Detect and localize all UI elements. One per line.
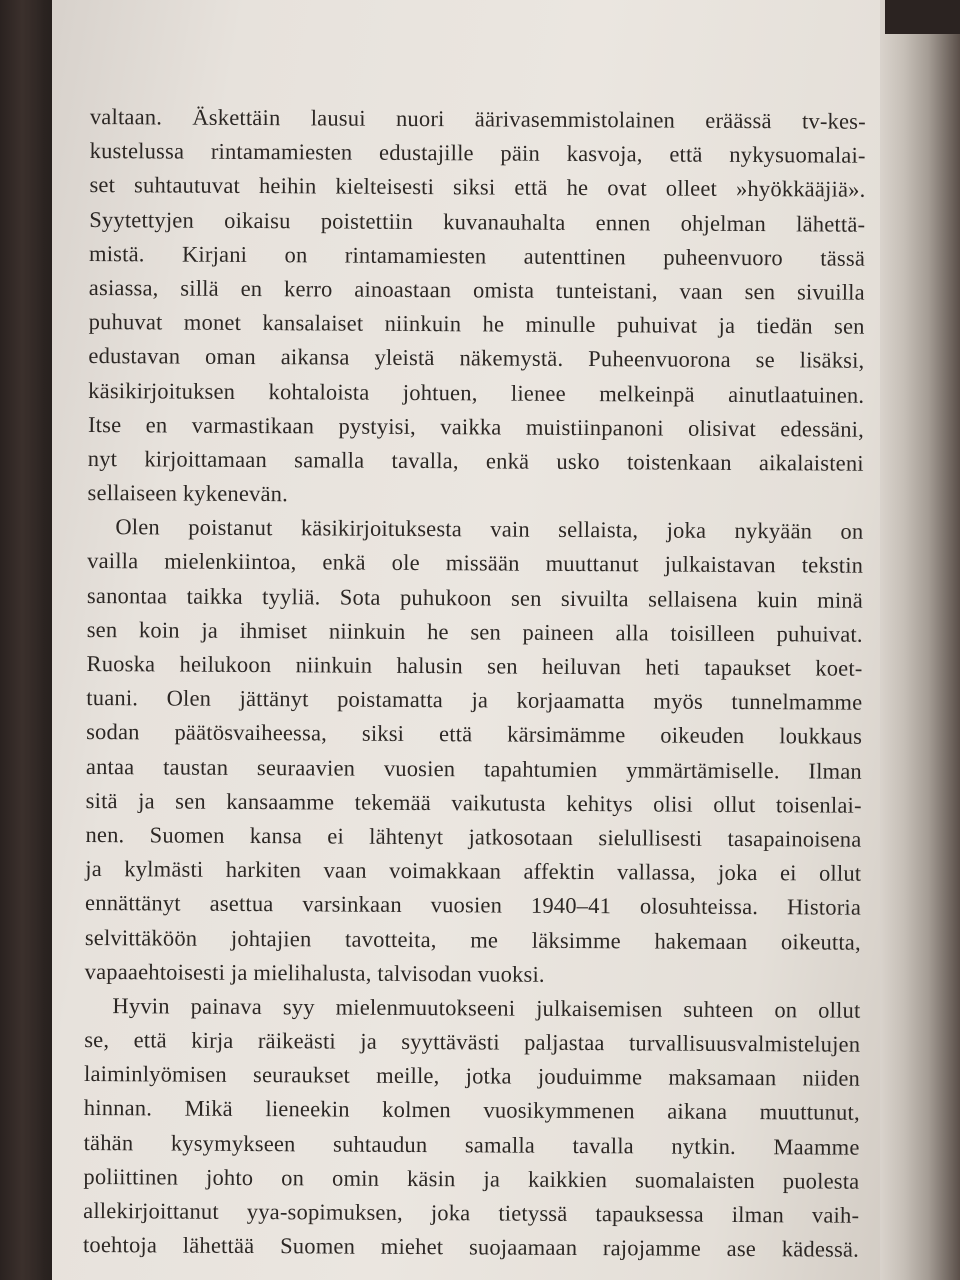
text-line: poliittinen johto on omin käsin ja kaikkien suomalaisten puolesta (83, 1163, 860, 1194)
text-line: laiminlyömisen seuraukset meille, jotka jouduimme maksamaan niiden (83, 1061, 861, 1091)
text-line: tähän kysymykseen suhtaudun samalla tavalla nytkin. Maamme (83, 1129, 860, 1160)
page-stack-edge (880, 0, 960, 1280)
text-line: ja kylmästi harkiten vaan voimakkaan affektin vallassa, joka ei ollut (85, 856, 862, 886)
text-line: sellaiseen kykenevän. (87, 480, 289, 507)
text-line: puhuvat monet kansalaiset niinkuin he minulle puhuivat ja tiedän sen (88, 309, 865, 339)
text-line: vailla mielenkiintoa, enkä ole missään muuttanut julkaistavan tekstin (87, 548, 864, 579)
text-line: Ruoska heilukoon niinkuin halusin sen heiluvan heti tapaukset koet- (86, 650, 863, 681)
text-line: asiassa, sillä en kerro ainoastaan omista tunteistani, vaan sen sivuilla (88, 274, 865, 305)
text-line: allekirjoittanut yya-sopimuksen, joka tietyssä tapauksessa ilman vaih- (83, 1197, 860, 1228)
text-line: kustelussa rintamamiesten edustajille päin kasvoja, että nykysuomalai- (89, 138, 866, 168)
text-line: Olen poistanut käsikirjoituksesta vain sellaista, joka nykyään on (115, 514, 864, 544)
text-line: Hyvin painava syy mielenmuutokseeni julkaisemisen suhteen on ollut (112, 993, 861, 1023)
text-line: hinnan. Mikä lieneekin kolmen vuosikymmenen aikana muuttunut, (83, 1095, 860, 1126)
text-line: selvittäköön johtajien tavotteita, me läksimme hakemaan oikeutta, (84, 924, 861, 955)
text-line: se, että kirja räikeästi ja syyttävästi paljastaa turvallisuusvalmistelujen (84, 1027, 861, 1057)
paragraph-2 (85, 510, 864, 993)
text-line: set suhtautuvat heihin kielteisesti siksi että he ovat olleet »hyökkääjiä». (89, 172, 866, 203)
text-line: sitä ja sen kansaamme tekemää vaikutusta kehitys olisi ollut toisenlai- (85, 787, 862, 818)
text-line: Itse en varmastikaan pystyisi, vaikka muistiinpanoni olisivat edessäni, (87, 411, 865, 442)
text-line: sen koin ja ihmiset niinkuin he sen paineen alla toisilleen puhuivat. (86, 616, 863, 647)
background-corner (885, 0, 960, 34)
text-line: antaa taustan seuraavien vuosien tapahtumien ymmärtämiselle. Ilman (85, 753, 862, 784)
body-text (83, 100, 866, 1267)
text-line: nen. Suomen kansa ei lähtenyt jatkosotaan sielullisesti tasapainoisena (85, 821, 862, 852)
text-line: sodan päätösvaiheessa, siksi että kärsimämme oikeuden loukkaus (86, 719, 863, 750)
text-line: valtaan. Äskettäin lausui nuori äärivasemmistolainen eräässä tv-kes- (89, 103, 866, 134)
paragraph-3 (83, 989, 861, 1267)
text-line: edustavan oman aikansa yleistä näkemystä. Puheenvuorona se lisäksi, (88, 343, 865, 374)
text-line: nyt kirjoittamaan samalla tavalla, enkä usko toistenkaan aikalaisteni (87, 445, 864, 476)
text-line: Syytettyjen oikaisu poistettiin kuvanauhalta ennen ohjelman lähettä- (89, 206, 866, 237)
text-line: vapaaehtoisesti ja mielihalusta, talvisodan vuoksi. (84, 958, 545, 987)
text-line: tuani. Olen jättänyt poistamatta ja korjaamatta myös tunnelmamme (86, 685, 863, 715)
paragraph-1 (87, 100, 865, 515)
text-line: käsikirjoituksen kohtaloista johtuen, lienee melkeinpä ainutlaatuinen. (88, 377, 865, 408)
text-line: sanontaa taikka tyyliä. Sota puhukoon sen sivuilta sellaisena kuin minä (86, 582, 864, 613)
text-line: toehtoja lähettää Suomen miehet suojaamaan rajojamme ase kädessä. (82, 1232, 860, 1262)
text-line: mistä. Kirjani on rintamamiesten autenttinen puheenvuoro tässä (88, 240, 866, 271)
text-line: ennättänyt asettua varsinkaan vuosien 1940–41 olosuhteissa. Historia (85, 890, 862, 921)
